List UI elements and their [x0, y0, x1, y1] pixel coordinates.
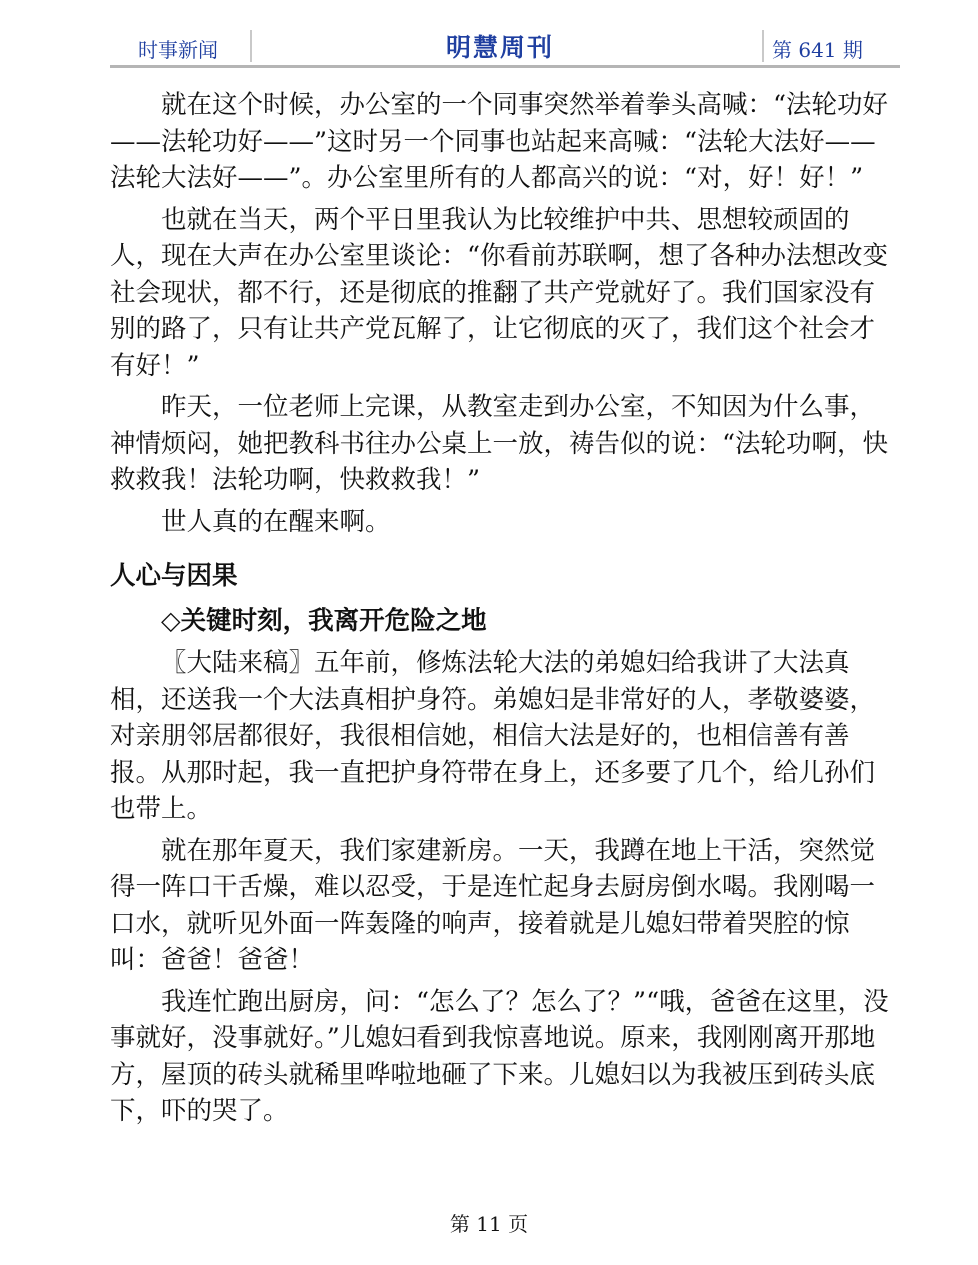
body-paragraph: 世人真的在醒来啊。 [161, 506, 391, 537]
issue-number: 第 641 期 [772, 38, 863, 62]
article-title: ◇关键时刻，我离开危险之地 [161, 605, 487, 636]
body-paragraph: 昨天，一位老师上完课，从教室走到办公室，不知因为什么事，神情烦闷，她把教科书往办公桌上一放，祷告似的说：“法轮功啊，快救救我！法轮功啊，快救救我！” [110, 392, 889, 495]
body-paragraph: 就在那年夏天，我们家建新房。一天，我蹲在地上干活，突然觉得一阵口干舌燥，难以忍受，于是连忙起身去厨房倒水喝。我刚喝一口水，就听见外面一阵轰隆的响声，接着就是儿媳妇带着哭腔的惊叫：爸爸！爸爸！ [110, 835, 876, 975]
header-divider [762, 30, 764, 62]
body-paragraph: 〖大陆来稿〗五年前，修炼法轮大法的弟媳妇给我讲了大法真相，还送我一个大法真相护身符。弟媳妇是非常好的人，孝敬婆婆，对亲朋邻居都很好，我很相信她，相信大法是好的，也相信善有善报。从那时起，我一直把护身符带在身上，还多要了几个，给儿孙们也带上。 [110, 648, 876, 824]
header-divider [250, 30, 252, 62]
body-paragraph: 我连忙跑出厨房，问：“怎么了？怎么了？”“哦，爸爸在这里，没事就好，没事就好。”儿媳妇看到我惊喜地说。原来，我刚刚离开那地方，屋顶的砖头就稀里哗啦地砸了下来。儿媳妇以为我被压到砖头底下，吓的哭了。 [110, 986, 889, 1126]
page-header [110, 28, 900, 66]
section-label: 时事新闻 [138, 38, 218, 62]
body-paragraph: 就在这个时候，办公室的一个同事突然举着拳头高喊：“法轮功好——法轮功好——”这时另一个同事也站起来高喊：“法轮大法好——法轮大法好——”。办公室里所有的人都高兴的说：“对，好！好！” [110, 90, 889, 193]
body-paragraph: 也就在当天，两个平日里我认为比较维护中共、思想较顽固的人，现在大声在办公室里谈论：“你看前苏联啊，想了各种办法想改变社会现状，都不行，还是彻底的推翻了共产党就好了。我们国家没有别的路了，只有让共产党瓦解了，让它彻底的灭了，我们这个社会才有好！” [110, 204, 889, 381]
header-rule [110, 65, 900, 68]
publication-title: 明慧周刊 [445, 33, 554, 62]
section-heading: 人心与因果 [110, 561, 238, 591]
page-body [110, 87, 900, 1135]
page-number: 第 11 页 [449, 1212, 529, 1236]
